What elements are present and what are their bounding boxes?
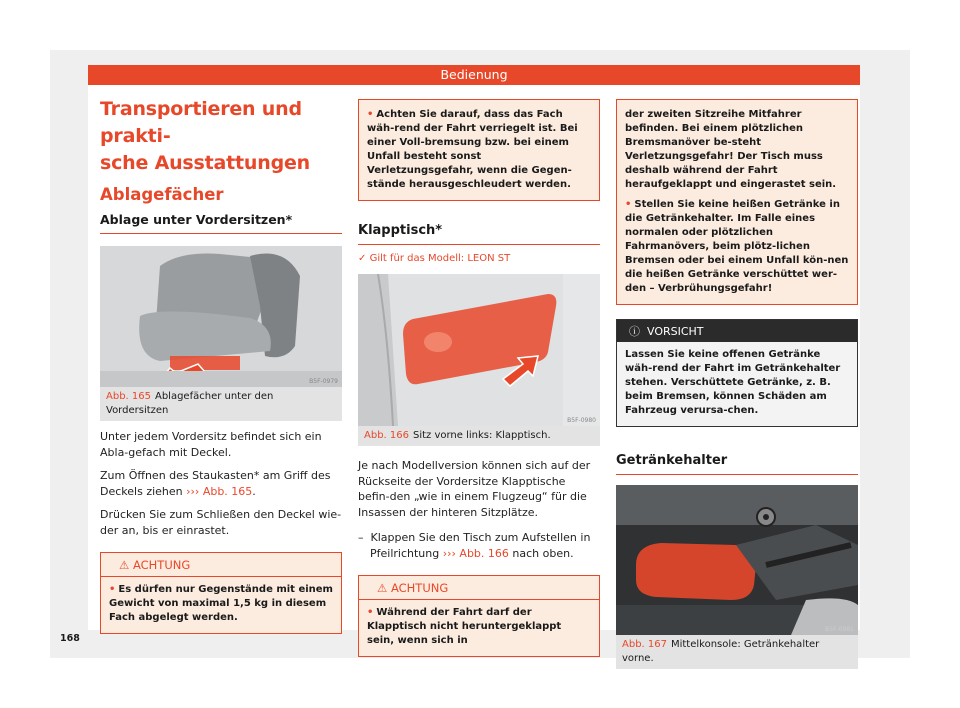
bullet-icon: • (367, 607, 374, 618)
caution-title (617, 320, 857, 342)
figure-cup-holder (616, 485, 858, 635)
page-title (100, 96, 342, 177)
warning-text: Es dürfen nur Gegenstände mit einem Gewicht von maximal 1,5 kg in diesem Fach abgelegt werden. (109, 584, 333, 623)
warning-title (101, 553, 341, 577)
folding-table-illustration (358, 274, 600, 426)
figure-seat-drawer (100, 246, 342, 387)
warning-body (101, 577, 341, 633)
step-text: Klappen Sie den Tisch zum Aufstellen in Pfeilrichtung (370, 531, 591, 560)
warning-box (358, 575, 600, 657)
figure-caption (616, 635, 858, 669)
dash-icon: – (358, 531, 371, 544)
warning-triangle-icon: ⚠ (119, 558, 130, 572)
figure-number: Abb. 166 (364, 430, 409, 441)
warning-triangle-icon: ⚠ (377, 581, 388, 595)
figure-number: Abb. 167 (622, 639, 667, 650)
info-circle-icon: ⓘ (629, 325, 640, 338)
warning-box (100, 552, 342, 634)
figure-code: B5F-0979 (309, 378, 338, 385)
warning-item (625, 198, 849, 296)
warning-text: Während der Fahrt darf der Klapptisch nicht heruntergeklappt sein, wenn sich in (367, 607, 562, 646)
warning-box-continued (616, 99, 858, 305)
figure-caption (358, 426, 600, 446)
warning-title (359, 576, 599, 600)
caution-title-text: VORSICHT (647, 325, 704, 338)
column-2 (358, 85, 600, 657)
bullet-icon: • (109, 584, 116, 595)
step-end-text: nach oben. (512, 546, 574, 560)
bullet-icon: • (625, 199, 632, 210)
bullet-icon: • (367, 109, 374, 120)
warning-text: Achten Sie darauf, dass das Fach wäh-rend der Fahrt verriegelt ist. Bei einer Voll-bremsung bzw. bei einem Unfall besteht sonst Verletzungsgefahr, wenn die Gegen-stände herausgeschleudert werden. (367, 109, 578, 190)
paragraph: Unter jedem Vordersitz befindet sich ein Abla-gefach mit Deckel. (100, 430, 322, 459)
caption-text: Mittelkonsole: Getränkehalter vorne. (622, 639, 820, 664)
subsection-heading: Getränkehalter (616, 453, 858, 475)
figure-reference-link[interactable]: ››› Abb. 166 (442, 546, 509, 560)
title-line-1: Transportieren und prakti- (100, 98, 302, 147)
model-text: Gilt für das Modell: LEON ST (369, 253, 511, 264)
model-applicability (358, 253, 600, 264)
paragraph: Zum Öffnen des Staukasten* am Griff des Deckels ziehen ››› Abb. 165. (100, 469, 331, 498)
paragraph: Je nach Modellversion können sich auf der Rückseite der Vordersitze Klapptische befin-den „wie in einem Flugzeug“ für die Insassen der hinteren Sitzplätze. (358, 459, 591, 519)
figure-number: Abb. 165 (106, 391, 151, 402)
page-content (88, 85, 860, 664)
paragraph-text: Zum Öffnen des Staukasten* am Griff des Deckels ziehen (100, 469, 331, 498)
warning-body (359, 600, 599, 656)
warning-text: Stellen Sie keine heißen Getränke in die Getränkehalter. Im Falle eines normalen oder plötzlichen Fahrmanövers, beim plötz-lichen Bremsen oder bei einem Unfall kön-nen die heißen Getränke verschüttet wer-den – Verbrühungsgefahr! (625, 199, 849, 294)
caption-text: Ablagefächer unter den Vordersitzen (106, 391, 274, 416)
caution-box (616, 319, 858, 427)
page-header: Bedienung (88, 65, 860, 85)
warning-title-text: ACHTUNG (390, 581, 449, 595)
figure-code: B5F-0980 (567, 417, 596, 424)
title-line-2: sche Ausstattungen (100, 152, 310, 174)
paragraph: Drücken Sie zum Schließen den Deckel wie-der an, bis er einrastet. (100, 508, 342, 537)
figure-folding-table (358, 274, 600, 426)
figure-reference-link[interactable]: ››› Abb. 165 (186, 484, 253, 498)
caution-body: Lassen Sie keine offenen Getränke wäh-rend der Fahrt im Getränkehalter stehen. Verschüttete Getränke, z. B. beim Bremsen, können Schäden am Fahrzeug verursa-chen. (625, 349, 841, 416)
warning-text: der zweiten Sitzreihe Mitfahrer befinden. Bei einem plötzlichen Bremsmanöver be-steht Verletzungsgefahr! Der Tisch muss deshalb während der Fahrt heraufgeklappt und eingerastet sein. (625, 109, 837, 190)
subsection-heading: Klapptisch* (358, 223, 600, 245)
cup-holder-illustration (616, 485, 858, 635)
column-3 (616, 85, 858, 669)
warning-body (359, 100, 599, 200)
figure-caption (100, 387, 342, 421)
warning-title-text: ACHTUNG (132, 558, 191, 572)
seat-drawer-illustration (100, 246, 342, 387)
warning-body (617, 100, 857, 304)
column-1 (100, 85, 342, 634)
check-icon: ✓ (358, 253, 367, 264)
subsection-heading: Ablage unter Vordersitzen* (100, 212, 342, 234)
page-number: 168 (60, 633, 80, 644)
figure-code: B5F-0981 (825, 626, 854, 633)
section-heading: Ablagefächer (100, 185, 224, 204)
instruction-step (358, 530, 600, 561)
warning-box-continued (358, 99, 600, 201)
caption-text: Sitz vorne links: Klapptisch. (412, 430, 551, 441)
